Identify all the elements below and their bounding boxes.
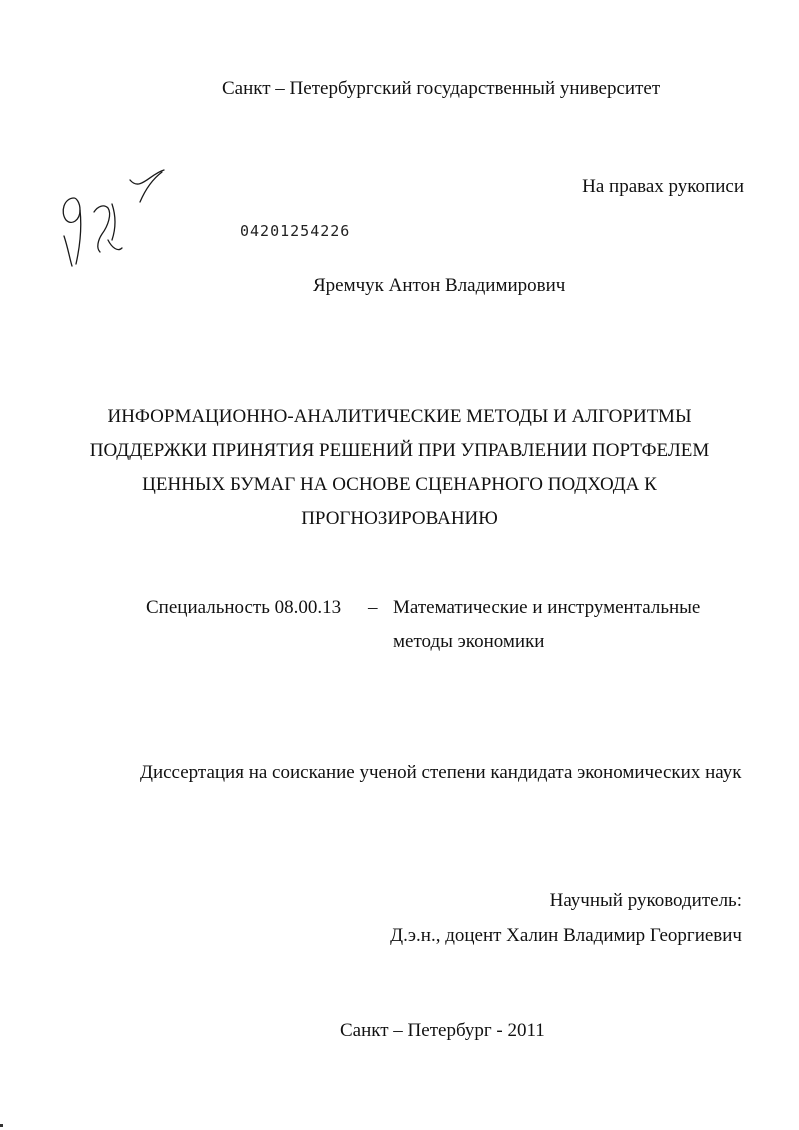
title-line: ИНФОРМАЦИОННО-АНАЛИТИЧЕСКИЕ МЕТОДЫ И АЛГОРИТМЫ (107, 406, 692, 427)
handwritten-signature (50, 168, 170, 278)
specialty-label: Специальность 08.00.13 (146, 597, 342, 618)
supervisor-name: Д.э.н., доцент Халин Владимир Георгиевич (390, 925, 742, 946)
manuscript-note: На правах рукописи (582, 176, 744, 197)
title-line: ПОДДЕРЖКИ ПРИНЯТИЯ РЕШЕНИЙ ПРИ УПРАВЛЕНИИ ПОРТФЕЛЕМ (89, 440, 710, 461)
dissertation-statement: Диссертация на соискание ученой степени кандидата экономических наук (140, 762, 742, 783)
city-year: Санкт – Петербург - 2011 (340, 1020, 545, 1041)
title-line: ЦЕННЫХ БУМАГ НА ОСНОВЕ СЦЕНАРНОГО ПОДХОДА К (142, 474, 657, 495)
serial-number: 04201254226 (240, 222, 351, 240)
specialty-dash: – (368, 597, 378, 618)
supervisor-label: Научный руководитель: (549, 890, 742, 911)
title-line: ПРОГНОЗИРОВАНИЮ (301, 508, 498, 529)
dissertation-title (0, 400, 799, 536)
university-name: Санкт – Петербургский государственный университет (222, 78, 661, 99)
author-name: Яремчук Антон Владимирович (313, 275, 566, 296)
scan-artifact (0, 1124, 3, 1127)
specialty-description-line1: Математические и инструментальные (393, 597, 701, 618)
specialty-description-line2: методы экономики (393, 631, 545, 652)
